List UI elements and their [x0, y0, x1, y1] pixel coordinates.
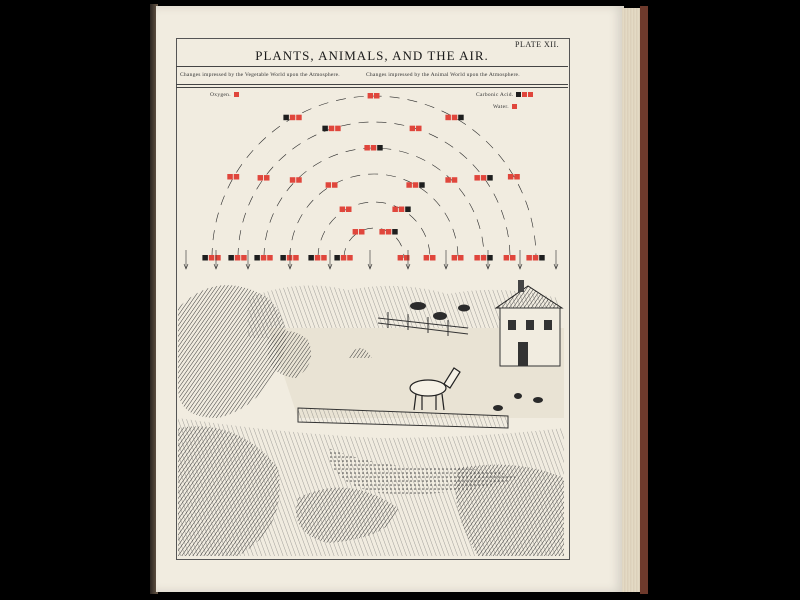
element-square	[340, 207, 346, 213]
element-square	[374, 93, 380, 99]
element-square	[241, 255, 247, 261]
legend-carbonic-acid-label: Carbonic Acid.	[476, 92, 514, 98]
element-square	[474, 255, 480, 261]
element-square	[315, 255, 321, 261]
element-square	[329, 126, 335, 132]
element-square	[481, 175, 487, 181]
element-squares	[334, 255, 352, 261]
element-squares	[452, 255, 464, 261]
element-squares	[353, 229, 365, 235]
element-square	[326, 182, 332, 188]
element-squares	[283, 115, 301, 121]
element-square	[322, 126, 328, 132]
element-square	[364, 145, 370, 151]
element-squares	[202, 255, 220, 261]
element-square	[416, 126, 422, 132]
element-square	[234, 174, 240, 180]
element-square	[202, 255, 208, 261]
element-square	[341, 255, 347, 261]
arc-2	[264, 148, 484, 258]
element-square	[452, 177, 458, 183]
element-square	[539, 255, 545, 261]
element-square	[254, 255, 260, 261]
element-squares	[392, 207, 410, 213]
element-square	[227, 174, 233, 180]
element-squares	[526, 255, 544, 261]
element-square	[504, 255, 510, 261]
element-squares	[254, 255, 272, 261]
element-square	[458, 255, 464, 261]
element-square	[392, 207, 398, 213]
element-square	[386, 229, 392, 235]
element-square	[371, 145, 377, 151]
element-square	[258, 175, 264, 181]
element-square	[228, 255, 234, 261]
element-square	[293, 255, 299, 261]
element-square	[526, 255, 532, 261]
element-square	[410, 126, 416, 132]
element-square	[280, 255, 286, 261]
element-squares	[228, 255, 246, 261]
element-square	[377, 145, 383, 151]
element-square	[514, 174, 520, 180]
element-squares	[406, 182, 424, 188]
element-squares	[340, 207, 352, 213]
element-square	[264, 175, 270, 181]
element-square	[368, 93, 374, 99]
element-square	[404, 255, 410, 261]
element-squares	[308, 255, 326, 261]
subtitle-animal: Changes impressed by the Animal World upon the Atmosphere.	[366, 72, 520, 78]
element-square	[405, 207, 411, 213]
element-square	[209, 255, 215, 261]
element-square	[334, 255, 340, 261]
arc-4	[318, 202, 430, 258]
element-squares	[364, 145, 382, 151]
element-square	[398, 255, 404, 261]
element-square	[290, 115, 296, 121]
element-squares	[322, 126, 340, 132]
legend-water-label: Water.	[493, 104, 509, 110]
element-square	[533, 255, 539, 261]
element-square	[287, 255, 293, 261]
element-squares	[445, 115, 463, 121]
element-square	[296, 177, 302, 183]
element-square	[235, 255, 241, 261]
element-square	[392, 229, 398, 235]
element-square	[353, 229, 359, 235]
arc-1	[238, 122, 510, 258]
element-squares	[227, 174, 239, 180]
element-square	[413, 182, 419, 188]
plate-number: PLATE XII.	[515, 40, 560, 49]
element-square	[308, 255, 314, 261]
element-squares	[280, 255, 298, 261]
element-square	[452, 255, 458, 261]
element-square	[458, 115, 464, 121]
element-squares	[504, 255, 516, 261]
element-square	[430, 255, 436, 261]
subtitle-vegetable: Changes impressed by the Vegetable World upon the Atmosphere.	[180, 72, 340, 78]
element-square	[346, 207, 352, 213]
element-squares	[326, 182, 338, 188]
element-square	[379, 229, 385, 235]
element-square	[267, 255, 273, 261]
element-square	[445, 177, 451, 183]
element-square	[424, 255, 430, 261]
element-square	[419, 182, 425, 188]
legend-oxygen-label: Oxygen.	[210, 92, 231, 98]
element-square	[508, 174, 514, 180]
element-square	[290, 177, 296, 183]
element-square	[347, 255, 353, 261]
element-square	[452, 115, 458, 121]
element-squares	[368, 93, 380, 99]
element-square	[332, 182, 338, 188]
element-squares	[379, 229, 397, 235]
element-square	[510, 255, 516, 261]
element-square	[296, 115, 302, 121]
element-square	[474, 175, 480, 181]
element-squares	[258, 175, 270, 181]
element-square	[406, 182, 412, 188]
element-square	[335, 126, 341, 132]
element-squares	[424, 255, 436, 261]
element-square	[283, 115, 289, 121]
page-title: PLANTS, ANIMALS, AND THE AIR.	[255, 48, 489, 63]
element-squares	[474, 175, 492, 181]
element-square	[261, 255, 267, 261]
element-squares	[474, 255, 492, 261]
element-square	[321, 255, 327, 261]
arc-3	[290, 174, 458, 258]
element-square	[481, 255, 487, 261]
landscape-engraving	[178, 268, 564, 556]
element-square	[487, 175, 493, 181]
element-square	[399, 207, 405, 213]
element-squares	[290, 177, 302, 183]
element-square	[445, 115, 451, 121]
element-square	[359, 229, 365, 235]
